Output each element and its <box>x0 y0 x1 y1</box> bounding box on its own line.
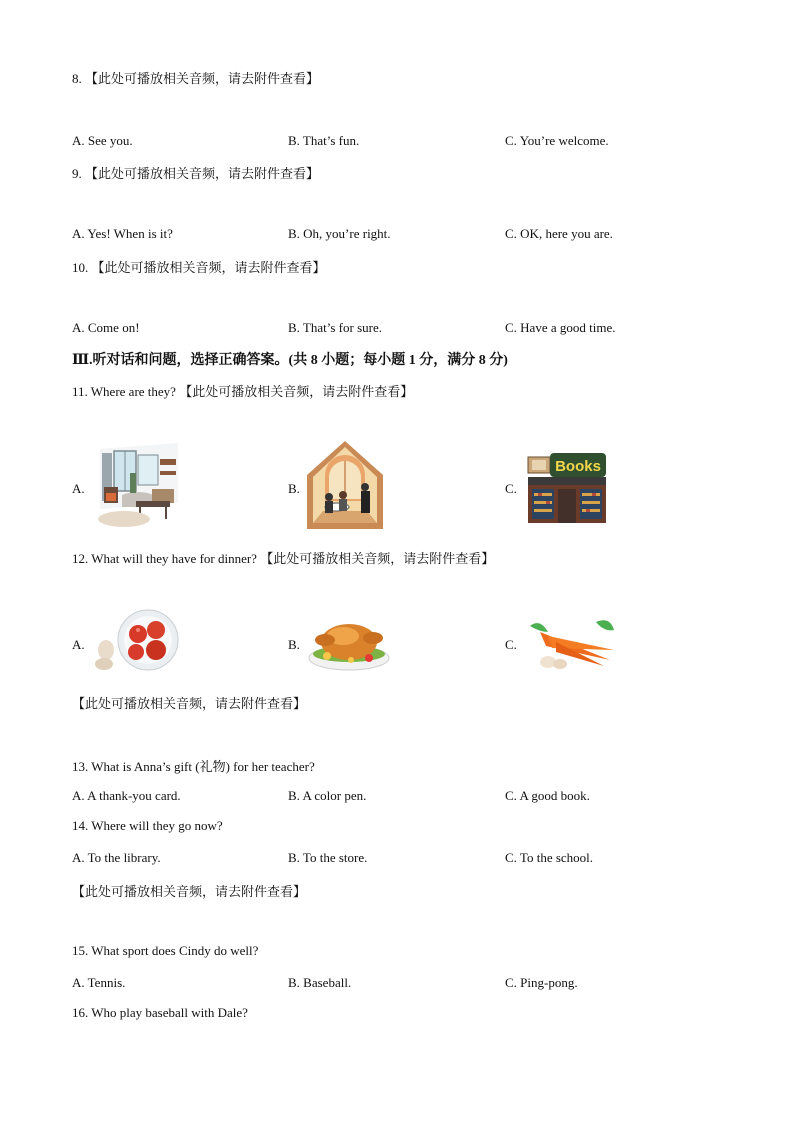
section-3-heading: Ⅲ.听对话和问题，选择正确答案。(共 8 小题；每小题 1 分，满分 8 分) <box>72 353 508 368</box>
option-11a-label[interactable]: A. <box>72 481 85 496</box>
option-13a[interactable]: A. A thank-you card. <box>72 788 181 803</box>
question-13: 13. What is Anna’s gift (礼物) for her teacher? <box>72 759 315 774</box>
audio-note[interactable]: 【此处可播放相关音频，请去附件查看】 <box>91 260 326 275</box>
option-8c[interactable]: C. You’re welcome. <box>505 133 609 148</box>
option-12b-label[interactable]: B. <box>288 637 300 652</box>
question-12: 12. What will they have for dinner? 【此处可播放相关音频，请去附件查看】 <box>72 551 495 566</box>
question-11: 11. Where are they? 【此处可播放相关音频，请去附件查看】 <box>72 384 414 399</box>
option-14c[interactable]: C. To the school. <box>505 850 594 865</box>
bookstore-image[interactable] <box>526 449 608 523</box>
option-14a[interactable]: A. To the library. <box>72 850 161 865</box>
option-13b[interactable]: B. A color pen. <box>288 788 367 803</box>
question-14: 14. Where will they go now? <box>72 818 223 833</box>
question-16: 16. Who play baseball with Dale? <box>72 1005 248 1020</box>
question-9: 9. 【此处可播放相关音频，请去附件查看】 <box>72 166 320 181</box>
option-9b[interactable]: B. Oh, you’re right. <box>288 226 391 241</box>
option-8a[interactable]: A. See you. <box>72 133 133 148</box>
option-15b[interactable]: B. Baseball. <box>288 975 352 990</box>
carrots-eggs-image[interactable] <box>526 616 618 670</box>
audio-note[interactable]: 【此处可播放相关音频，请去附件查看】 <box>260 551 495 566</box>
living-room-image[interactable] <box>96 443 182 531</box>
option-11b-label[interactable]: B. <box>288 481 300 496</box>
audio-note[interactable]: 【此处可播放相关音频，请去附件查看】 <box>85 166 320 181</box>
audio-note[interactable]: 【此处可播放相关音频，请去附件查看】 <box>179 384 414 399</box>
audio-note-standalone[interactable]: 【此处可播放相关音频，请去附件查看】 <box>72 884 307 899</box>
question-15: 15. What sport does Cindy do well? <box>72 943 259 958</box>
option-15c[interactable]: C. Ping-pong. <box>505 975 578 990</box>
roast-chicken-image[interactable] <box>307 610 391 672</box>
option-11c-label[interactable]: C. <box>505 481 517 496</box>
option-9c[interactable]: C. OK, here you are. <box>505 226 613 241</box>
option-8b[interactable]: B. That’s fun. <box>288 133 360 148</box>
option-14b[interactable]: B. To the store. <box>288 850 368 865</box>
books-sign: Books <box>555 458 601 475</box>
option-13c[interactable]: C. A good book. <box>505 788 590 803</box>
option-10a[interactable]: A. Come on! <box>72 320 140 335</box>
restaurant-image[interactable] <box>307 441 383 529</box>
tomatoes-eggs-image[interactable] <box>92 608 184 672</box>
option-12c-label[interactable]: C. <box>505 637 517 652</box>
audio-note[interactable]: 【此处可播放相关音频，请去附件查看】 <box>85 71 320 86</box>
option-15a[interactable]: A. Tennis. <box>72 975 126 990</box>
option-10c[interactable]: C. Have a good time. <box>505 320 616 335</box>
audio-note-standalone[interactable]: 【此处可播放相关音频，请去附件查看】 <box>72 696 307 711</box>
question-8: 8. 【此处可播放相关音频，请去附件查看】 <box>72 71 320 86</box>
option-10b[interactable]: B. That’s for sure. <box>288 320 382 335</box>
question-10: 10. 【此处可播放相关音频，请去附件查看】 <box>72 260 326 275</box>
option-12a-label[interactable]: A. <box>72 637 85 652</box>
option-9a[interactable]: A. Yes! When is it? <box>72 226 173 241</box>
